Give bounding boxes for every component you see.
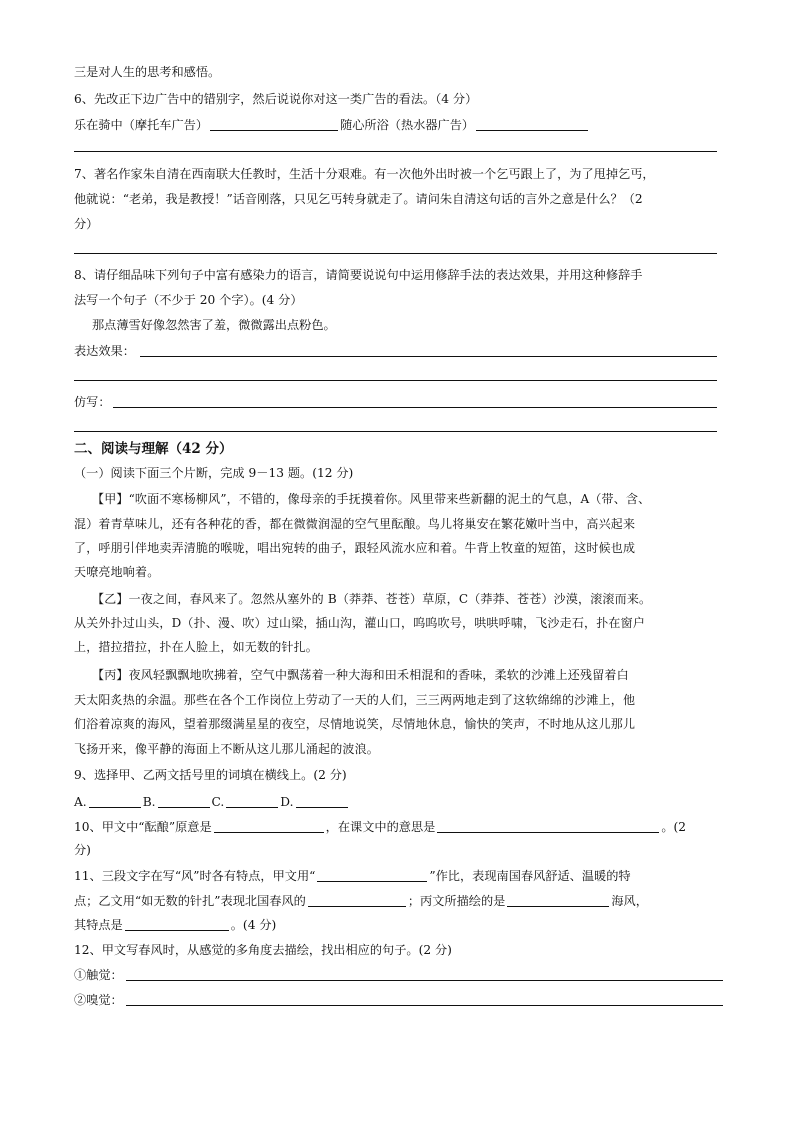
passage-jia: 【甲】“吹面不寒杨柳风”，不错的，像母亲的手抚摸着你。风里带来些新翻的泥土的气息，A（带、含、	[92, 492, 651, 506]
answer-line[interactable]	[74, 151, 717, 152]
question-11	[74, 869, 631, 882]
answer-line[interactable]	[126, 1005, 723, 1006]
blank-label: B.	[142, 794, 156, 809]
answer-blank[interactable]	[158, 795, 210, 808]
question-text: 点；乙文用“如无数的针扎”表现北国春风的	[74, 893, 306, 908]
answer-blank[interactable]	[125, 918, 229, 931]
question-7-text: 分）	[74, 217, 99, 231]
label-imitate: 仿写：	[74, 395, 111, 409]
label-smell: ②嗅觉：	[74, 993, 123, 1007]
answer-blank[interactable]	[476, 118, 588, 131]
answer-blank[interactable]	[507, 894, 609, 907]
answer-blank[interactable]	[210, 118, 338, 131]
answer-line[interactable]	[113, 407, 717, 408]
question-6: 6、先改正下边广告中的错别字，然后说说你对这一类广告的看法。（4 分）	[74, 92, 478, 106]
answer-blank[interactable]	[296, 795, 348, 808]
question-7: 7、著名作家朱自清在西南联大任教时，生活十分艰难。有一次他外出时被一个乞丐跟上了，为了甩掉乞丐，	[74, 167, 655, 181]
passage-yi: 【乙】一夜之间，春风来了。忽然从塞外的 B（莽莽、苍苍）草原，C（莽莽、苍苍）沙漠，滚滚而来。	[92, 592, 652, 606]
question-text: 。(4 分)	[230, 917, 277, 932]
text-line: 三是对人生的思考和感悟。	[74, 65, 221, 79]
answer-line[interactable]	[74, 431, 717, 432]
passage-yi: 从关外扑过山头，D（扑、漫、吹）过山梁，插山沟，灌山口，呜呜吹号，哄哄呼啸，飞沙走石，扑在窗户	[74, 616, 646, 630]
passage-jia: 了，呼朋引伴地卖弄清脆的喉咙，唱出宛转的曲子，跟轻风流水应和着。牛背上牧童的短笛，这时候也成	[74, 541, 636, 555]
question-10-text: 分)	[74, 843, 91, 857]
question-text: 其特点是	[74, 917, 123, 932]
answer-line[interactable]	[74, 253, 717, 254]
answer-line[interactable]	[140, 356, 717, 357]
question-text: 海风，	[611, 893, 648, 908]
label-touch: ①触觉：	[74, 968, 123, 982]
question-text: 10、甲文中“酝酿”原意是	[74, 819, 212, 834]
question-text: 11、三段文字在写“风”时各有特点，甲文用“	[74, 868, 316, 883]
blank-label: D.	[280, 794, 294, 809]
ad-water-heater: 随心所浴（热水器广告）	[340, 117, 475, 132]
question-9-blanks	[74, 795, 350, 808]
passage-yi: 上，措拉措拉，扑在人脸上，如无数的针扎。	[74, 640, 319, 654]
question-11-text	[74, 894, 648, 907]
answer-blank[interactable]	[226, 795, 278, 808]
question-text: 。(2	[661, 819, 687, 834]
passage-jia: 天嘹亮地响着。	[74, 565, 160, 579]
label-effect: 表达效果：	[74, 344, 135, 358]
example-sentence: 那点薄雪好像忽然害了羞，微微露出点粉色。	[92, 318, 336, 332]
passage-jia: 混）着青草味儿，还有各种花的香，都在微微润湿的空气里酝酿。鸟儿将巢安在繁花嫩叶当中，高兴起来	[74, 517, 636, 531]
answer-line[interactable]	[74, 380, 717, 381]
passage-bing: 天太阳炙热的余温。那些在各个工作岗位上劳动了一天的人们，三三两两地走到了这软绵绵的沙滩上，他	[74, 693, 636, 707]
ad-motorcycle: 乐在骑中（摩托车广告）	[74, 117, 209, 132]
passage-bing: 飞扬开来，像平静的海面上不断从这儿那儿涌起的波浪。	[74, 742, 380, 756]
answer-blank[interactable]	[317, 869, 427, 882]
answer-blank[interactable]	[89, 795, 141, 808]
answer-blank[interactable]	[308, 894, 406, 907]
passage-bing: 们浴着凉爽的海风，望着那缀满星星的夜空，尽情地说笑，尽情地休息，愉快的笑声，不时地从这儿那儿	[74, 717, 636, 731]
passage-bing: 【丙】夜风轻飘飘地吹拂着，空气中飘荡着一种大海和田禾相混和的香味，柔软的沙滩上还残留着白	[92, 668, 629, 682]
answer-blank[interactable]	[437, 820, 659, 833]
question-9: 9、选择甲、乙两文括号里的词填在横线上。(2 分)	[74, 768, 347, 782]
question-7-text: 他就说：“老弟，我是教授！”话音刚落，只见乞丐转身就走了。请问朱自清这句话的言外之意是什么？（2	[74, 192, 643, 206]
answer-blank[interactable]	[214, 820, 324, 833]
blank-label: A.	[74, 794, 87, 809]
question-10	[74, 820, 686, 833]
blank-label: C.	[211, 794, 225, 809]
subsection-heading: （一）阅读下面三个片断，完成 9－13 题。(12 分)	[74, 466, 354, 480]
question-11-text	[74, 918, 276, 931]
question-text: ”作比，表现南国春风舒适、温暖的特	[429, 868, 631, 883]
question-text: ；丙文所描绘的是	[407, 893, 506, 908]
question-8-text: 法写一个句子（不少于 20 个字）。(4 分）	[74, 293, 303, 307]
question-6-ads	[74, 118, 590, 131]
answer-line[interactable]	[126, 980, 723, 981]
question-12: 12、甲文写春风时，从感觉的多角度去描绘，找出相应的句子。(2 分)	[74, 943, 452, 957]
question-text: ，在课文中的意思是	[325, 819, 436, 834]
question-8: 8、请仔细品味下列句子中富有感染力的语言，请简要说说句中运用修辞手法的表达效果，并用这种修辞手	[74, 268, 643, 282]
section-heading: 二、阅读与理解（42 分）	[74, 441, 233, 457]
